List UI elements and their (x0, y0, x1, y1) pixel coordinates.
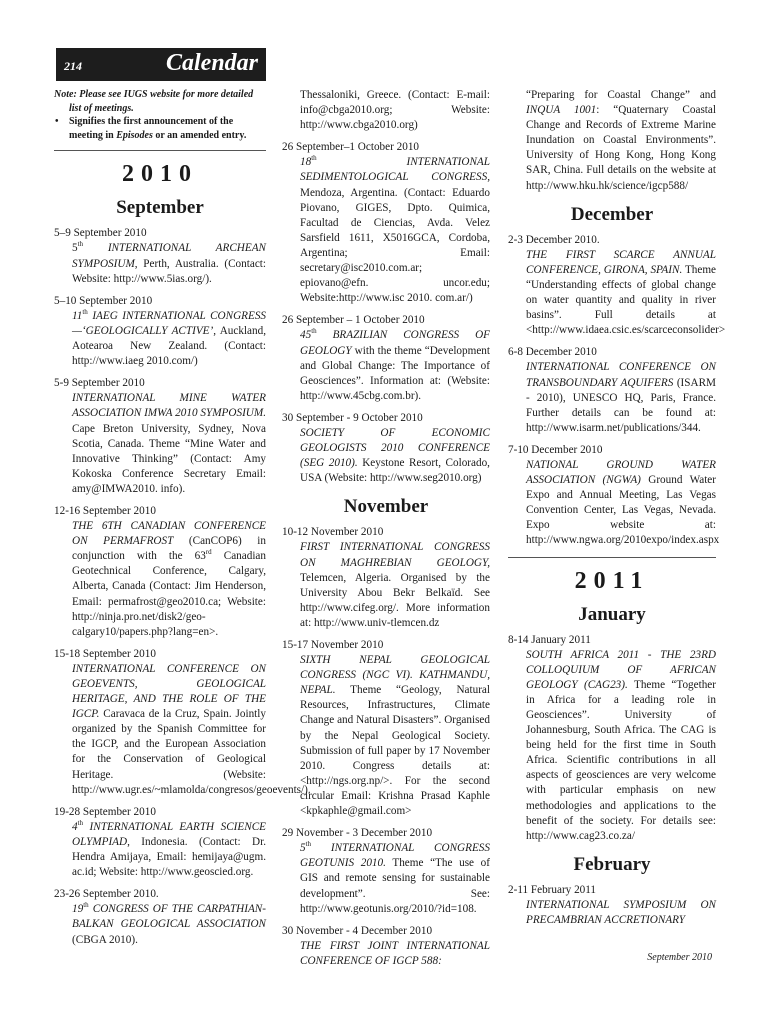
superscript: th (82, 307, 88, 316)
event-entry (282, 525, 490, 631)
event-entry (54, 647, 311, 798)
month-heading-november: November (343, 496, 429, 518)
event-date: 10-12 November 2010 (282, 526, 384, 539)
event-date: 15-17 November 2010 (282, 639, 384, 651)
event-title: INTERNATIONAL EARTH SCIENCE OLYMPIAD (72, 820, 267, 848)
event-title: INTERNATIONAL SEDIMENTOLOGICAL CONGRESS, (300, 156, 490, 184)
month-heading-december: December (570, 203, 654, 225)
event-details: Theme “Together in Africa for a leading role in Geosciences”. University of Johannesburg, South Africa. The CAG is being held for the first time in South Africa. Scientific contributions in all aspects of geosciences are very welcome with particular emphasis on new methodologies and applications to the benefit of the society. For details see: http://www.cag23.co.za/ (526, 678, 716, 842)
month-heading-february: February (573, 853, 651, 875)
note-bullet-b1: meeting in (69, 129, 117, 141)
superscript: th (83, 901, 89, 910)
event-details: “Preparing for Coastal Change” and (526, 89, 716, 101)
event-title: INTERNATIONAL CONGRESS GEOTUNIS 2010. (300, 842, 490, 870)
event-title: THE FIRST JOINT INTERNATIONAL CONFERENCE OF IGCP 588: (300, 939, 490, 967)
event-details: , Auckland, Aotearoa New Zealand. (Contact: http://www.iaeg 2010.com/) (72, 324, 266, 368)
event-entry (54, 294, 266, 369)
event-title: NATIONAL GROUND WATER ASSOCIATION (NGWA) (526, 458, 716, 487)
note-bullet-a: Signifies the first announcement of the (69, 116, 234, 128)
superscript: th (311, 327, 317, 336)
event-details: Caravaca de la Cruz, Spain. Jointly organized by the Spanish Committee for the IGCP, and the European Association for the Conservation of Geological Heritage. (Website: http://www.ugr.es/~mlamolda/congresos/geoevents/). (72, 708, 311, 796)
event-entry-continued (282, 88, 490, 133)
event-date: 2-3 December 2010. (508, 233, 600, 246)
note-bullet-b3: or an amended entry. (152, 129, 247, 141)
event-date: 26 September – 1 October 2010 (282, 314, 425, 327)
event-date: 7-10 December 2010 (508, 443, 603, 456)
event-details: Canadian Geotechnical Conference, Calgary, Alberta, Canada (Contact: Jim Henderson, Email: permafrost@geo2010.ca; Website: http://ninja.pro.net/disk2/geo-calgary10/papers.php?lang=en>. (72, 550, 266, 638)
event-entry (508, 883, 716, 928)
event-details: (CBGA 2010). (72, 933, 138, 946)
event-details: Keystone Resort, Colorado, USA (Website: http://www.seg2010.org) (300, 457, 490, 485)
event-title: SOCIETY OF ECONOMIC GEOLOGISTS 2010 CONFERENCE (SEG 2010). (300, 426, 490, 470)
event-details: Cape Breton University, Sydney, Nova Scotia, Canada. Theme “Mine Water and Innovative Thinking” (Contact: Amy Kokoska Conference Secretary Email: amy@IMWA2010. info). (72, 422, 266, 495)
event-title: 5 (300, 842, 306, 855)
event-date: 8-14 January 2011 (508, 633, 591, 646)
event-entry (54, 226, 266, 286)
note-bullet-b2: Episodes (116, 129, 153, 141)
ordinal: 19 (72, 903, 84, 916)
event-title: THE 6TH CANADIAN CONFERENCE ON PERMAFROST (72, 520, 266, 548)
bullet-icon: • (55, 116, 59, 128)
superscript: th (77, 240, 84, 249)
divider (508, 557, 716, 558)
event-date: 6-8 December 2010 (508, 346, 597, 359)
event-date: 12-16 September 2010 (54, 504, 156, 517)
superscript: th (77, 818, 84, 827)
event-title: IAEG INTERNATIONAL CONGRESS —‘GEOLOGICALLY ACTIVE’ (72, 309, 267, 337)
event-details: Thessaloniki, Greece. (Contact: E-mail: info@cbga2010.org; Website: http://www.cbga2010.org) (300, 89, 490, 132)
column-3 (508, 88, 726, 935)
event-entry (508, 633, 716, 844)
event-details: Telemcen, Algeria. Organised by the University Abou Bekr Belkaïd. See http://www.cifeg.org/. More information at: http://www.univ-tlemcen.dz (300, 571, 490, 629)
year-heading-2011: 2011 (574, 567, 650, 594)
event-details: Ground Water Expo and Annual Meeting, Las Vegas Convention Center, Las Vegas, Nevada. Expo website at: http://www.ngwa.org/2010expo/index.aspx (526, 474, 720, 547)
event-title: INTERNATIONAL MINE WATER ASSOCIATION IMWA 2010 SYMPOSIUM. (72, 392, 266, 420)
ordinal: 4 (72, 820, 78, 833)
event-entry-continued (508, 88, 716, 194)
event-title: THE FIRST SCARCE ANNUAL CONFERENCE, GIRONA, SPAIN. (526, 248, 716, 276)
page-footer: September 2010 (647, 952, 712, 963)
year-heading-2010: 2010 (122, 161, 198, 188)
event-date: 19-28 September 2010 (54, 805, 156, 818)
column-2 (282, 88, 490, 976)
event-title: SOUTH AFRICA 2011 - THE 23RD COLLOQUIUM OF AFRICAN GEOLOGY (CAG23). (526, 648, 716, 691)
event-date: 5–9 September 2010 (54, 227, 147, 240)
note-line-1: Note: Please see IUGS website for more detailed (54, 89, 254, 100)
ordinal: 18 (300, 156, 312, 169)
event-title: CONGRESS OF THE CARPATHIAN-BALKAN GEOLOGICAL ASSOCIATION (72, 903, 266, 931)
event-entry (54, 376, 266, 497)
event-details: Theme “The use of GIS and remote sensing for sustainable development”. See: http://www.geotunis.org/2010/?id=108. (300, 857, 490, 915)
event-date: 15-18 September 2010 (54, 647, 156, 660)
event-entry (282, 140, 490, 306)
event-details: , Indonesia. (Contact: Dr. Hendra Amijaya, Email: hemijaya@ugm. ac.id; Website: http://www.geoscied.org. (72, 835, 266, 879)
event-details: Theme “Geology, Natural Resources, Infrastructures, Climate Change and Natural Disasters”. Organised by the Nepal Geological Society. Submission of full paper by 17 November 2010. Congress details at: <http://ngs.org.np/>. For the second circular Email: Krishna Prasad Kaphle <kpkaphle@gmail.com> (300, 684, 490, 818)
event-title: INTERNATIONAL CONFERENCE ON TRANSBOUNDARY AQUIFERS (526, 361, 716, 389)
event-details: (ISARM - 2010), UNESCO HQ, Paris, France. Further details can be found at: http://www.isarm.net/publications/344. (526, 376, 716, 434)
event-entry (54, 887, 266, 947)
superscript: th (311, 154, 317, 163)
event-date: 30 September - 9 October 2010 (282, 411, 423, 424)
event-details: , Perth, Australia. (Contact: Website: http://www.5ias.org/). (72, 257, 266, 285)
ordinal: 11 (72, 309, 83, 322)
event-entry (508, 233, 726, 339)
event-date: 23-26 September 2010. (54, 888, 159, 901)
month-heading-january: January (578, 603, 646, 625)
event-entry (54, 805, 266, 880)
event-title: FIRST INTERNATIONAL CONGRESS ON MAGHREBIAN GEOLOGY, (300, 541, 490, 569)
event-title: INTERNATIONAL ARCHEAN SYMPOSIUM (72, 242, 267, 270)
note-line-2: list of meetings. (69, 102, 134, 114)
event-date: 5-9 September 2010 (54, 377, 145, 390)
page-header (56, 48, 266, 81)
event-entry (282, 638, 490, 819)
event-date: 26 September–1 October 2010 (282, 141, 420, 154)
section-title: Calendar (165, 50, 258, 76)
event-details: : “Quaternary Coastal Change and Records of Extreme Marine Inundation on Coastal Environments”. University of Hong Kong, Hong Kong SAR, China. Full details on the website at http://www.hku.hk/science/igcp588/ (526, 104, 716, 192)
ordinal: 5 (72, 242, 78, 255)
event-entry (282, 411, 490, 486)
event-title: BRAZILIAN CONGRESS OF GEOLOGY (300, 329, 490, 357)
month-heading-september: September (116, 197, 204, 219)
event-details: Theme “Understanding effects of global change on water quantity and quality in river basins”. Full details at <http://www.idaea.csic.es/scarceconsolider> (526, 263, 726, 337)
event-details: Mendoza, Argentina. (Contact: Eduardo Piovano, GIGES, Dpto. Quimica, Facultad de Ciencias, Avda. Velez Sarsfield 1611, X5016GCA, Cordoba, Argentina; Email: secretary@isc2010.com.ar; epiovano@efn. uncor.edu; Website:http://www.isc 2010. com.ar/) (300, 186, 490, 305)
event-entry (282, 313, 490, 404)
event-title: INQUA 1001 (526, 104, 597, 117)
event-entry (54, 504, 266, 640)
event-date: 30 November - 4 December 2010 (282, 924, 433, 937)
iugs-note (54, 88, 266, 142)
event-date: 2-11 February 2011 (508, 883, 597, 896)
event-details: (CanCOP6) in conjunction with the 63 (72, 535, 266, 563)
event-date: 5–10 September 2010 (54, 294, 153, 307)
event-title: INTERNATIONAL CONFERENCE ON GEOEVENTS, GEOLOGICAL HERITAGE, AND THE ROLE OF THE IGCP. (72, 662, 266, 721)
event-title: SIXTH NEPAL GEOLOGICAL CONGRESS (NGC VI). KATHMANDU, NEPAL. (300, 654, 490, 697)
superscript: rd (205, 548, 212, 557)
divider (54, 150, 266, 151)
event-entry (282, 826, 490, 917)
superscript: th (305, 840, 312, 849)
event-title: INTERNATIONAL SYMPOSIUM ON PRECAMBRIAN ACCRETIONARY (526, 898, 716, 927)
note-bullet (54, 115, 266, 142)
event-entry (508, 443, 720, 549)
ordinal: 45 (300, 329, 312, 342)
event-entry (508, 345, 716, 436)
event-entry (282, 924, 490, 969)
event-date: 29 November - 3 December 2010 (282, 827, 433, 840)
page-number: 214 (64, 59, 82, 73)
event-details: with the theme “Development and Global Change: The Importance of Geosciences”. Information at: (Website: http://www.45cbg.com.br). (300, 344, 490, 402)
